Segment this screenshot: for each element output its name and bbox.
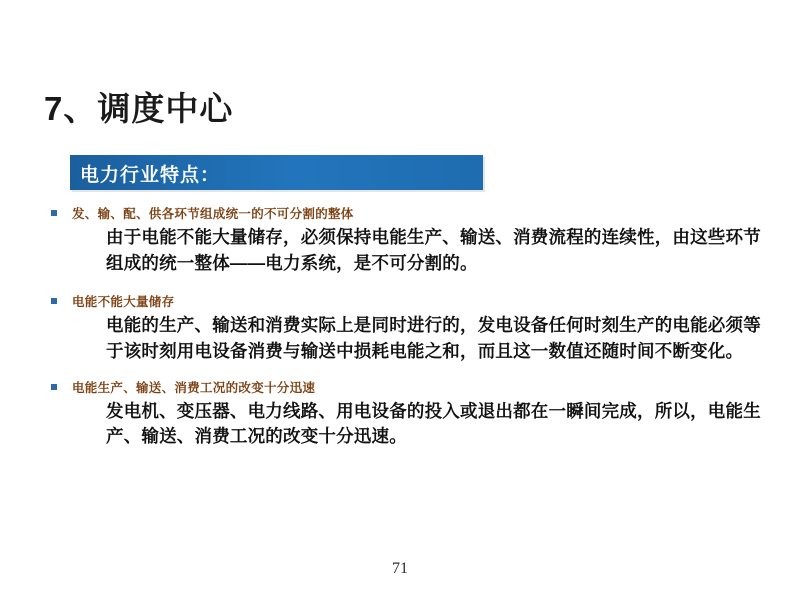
section-banner bbox=[70, 155, 483, 190]
content-area bbox=[44, 205, 764, 457]
bullet-block-2 bbox=[44, 293, 764, 365]
bullet-label-1: 发、输、配、供各环节组成统一的不可分割的整体 bbox=[72, 207, 354, 221]
page-title: 7、调度中心 bbox=[44, 90, 234, 127]
bullet-row-2 bbox=[44, 293, 764, 311]
bullet-label-3: 电能生产、输送、消费工况的改变十分迅速 bbox=[72, 380, 316, 395]
body-text-3: 发电机、变压器、电力线路、用电设备的投入或退出都在一瞬间完成，所以，电能生产、输送、消费工况的改变十分迅速。 bbox=[106, 400, 761, 447]
body-text-1: 由于电能不能大量储存，必须保持电能生产、输送、消费流程的连续性，由这些环节组成的统一整体——电力系统，是不可分割的。 bbox=[106, 227, 761, 273]
bullet-row-3 bbox=[44, 379, 764, 397]
square-bullet-icon bbox=[51, 298, 57, 304]
bullet-block-3 bbox=[44, 379, 764, 451]
bullet-label-2: 电能不能大量储存 bbox=[72, 294, 175, 309]
body-text-2: 电能的生产、输送和消费实际上是同时进行的，发电设备任何时刻生产的电能必须等于该时刻用电设备消费与输送中损耗电能之和，而且这一数值还随时间不断变化。 bbox=[106, 314, 761, 361]
bullet-row-1 bbox=[44, 205, 764, 223]
bullet-block-1 bbox=[44, 205, 764, 277]
square-bullet-icon bbox=[51, 384, 57, 390]
page-number: 71 bbox=[392, 560, 408, 577]
square-bullet-icon bbox=[51, 210, 57, 216]
section-banner-label: 电力行业特点： bbox=[80, 165, 221, 186]
